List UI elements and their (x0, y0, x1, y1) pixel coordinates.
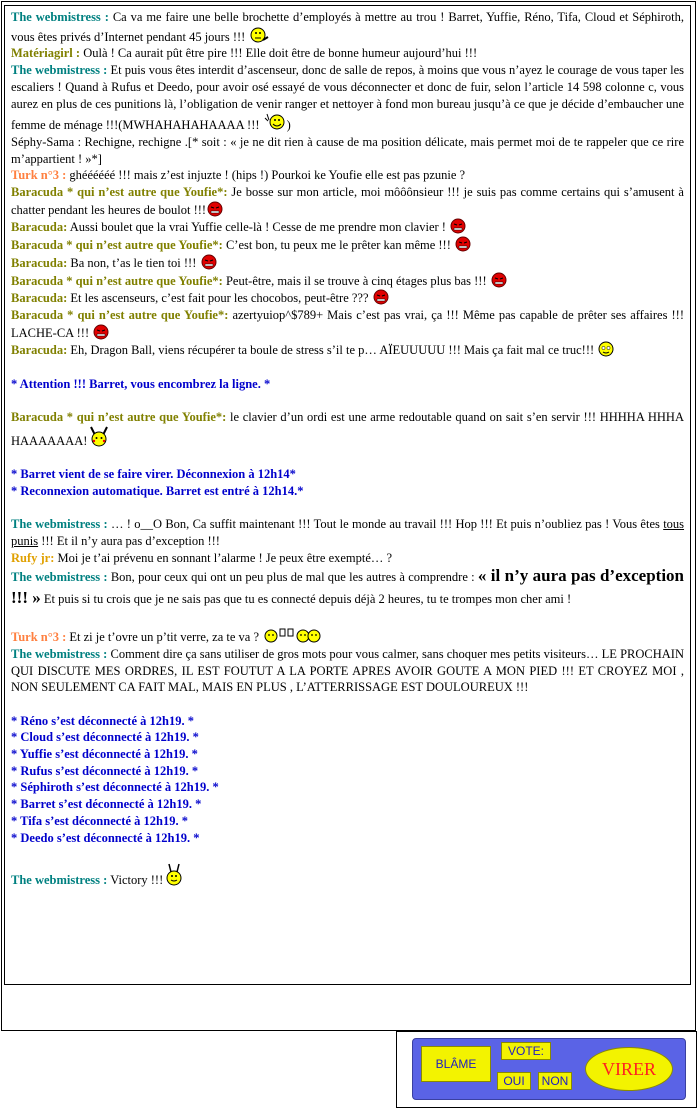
chat-message (11, 566, 684, 609)
blame-button[interactable]: BLÂME (421, 1046, 491, 1082)
speaker-name: The webmistress : (11, 63, 108, 78)
speaker-name: Baracuda: (11, 291, 68, 306)
angry-devil-icon (491, 272, 507, 288)
angry-devil-icon (373, 289, 389, 305)
message-text: Ca va me faire une belle brochette d’employés à mettre au trou ! Barret, Yuffie, Réno, Tifa, Cloud et Séphiroth, vous êtes privés d’Internet pendant 45 jours !!! (11, 10, 685, 44)
angry-devil-icon (207, 201, 223, 217)
speaker-name: The webmistress : (11, 646, 108, 661)
vote-yes-button[interactable]: OUI (497, 1072, 531, 1090)
system-message: * Séphiroth s’est déconnecté à 12h19. * (11, 780, 219, 795)
message-text: Séphy-Sama : Rechigne, rechigne .[* soit : « je ne dit rien à cause de ma position délicate, mais permet moi de te rappeler que ce rire m’appartient ! »*] (11, 134, 684, 166)
system-message: * Barret vient de se faire virer. Déconnexion à 12h14* (11, 467, 296, 482)
message-text: C’est bon, tu peux me le prêter kan même !!! (225, 238, 451, 253)
chat-message (11, 626, 684, 646)
speaker-name: Baracuda * qui n’est autre que Youfie*: (11, 273, 223, 288)
message-text: Comment dire ça sans utiliser de gros mots pour vous calmer, sans choquer mes petits visiteurs… LE PROCHAIN QUI DISCUTE MES ORDRES, IL EST FOUTUT A LA PORTE APRES AVOIR GOUTE A MON PIED !!! ET CROYEZ MOI , NON SEULEMENT CA FAIT MAL, MAIS EN PLUS , L’ATTERRISSAGE EST DOULOUREUX !!! (11, 646, 684, 695)
message-text: Victory !!! (110, 872, 164, 887)
angry-devil-icon (450, 218, 466, 234)
message-text: Aussi boulet que la vrai Yuffie celle-là ! Cesse de me prendre mon clavier ! (69, 220, 446, 235)
message-text: le clavier d’un ordi est une arme redoutable quand on sait s’en servir !!! HHHHA HHHA HAAAAAAA! (11, 410, 684, 448)
underlined-text: tous punis (11, 517, 685, 549)
spacer (11, 500, 684, 517)
angry-devil-icon (201, 254, 217, 270)
chat-message (11, 307, 684, 341)
spacer (11, 846, 684, 863)
chat-message (11, 289, 684, 307)
laughing-smiley-icon (264, 112, 286, 132)
angry-devil-icon (455, 236, 471, 252)
chat-message (11, 341, 684, 359)
system-message: * Reconnexion automatique. Barret est entré à 12h14.* (11, 483, 304, 498)
vote-label: VOTE: (501, 1042, 551, 1060)
system-message: * Barret s’est déconnecté à 12h19. * (11, 797, 202, 812)
message-text: Moi je t’ai prévenu en sonnant l’alarme ! Je peux être exempté… ? (57, 550, 393, 565)
system-message: * Rufus s’est déconnecté à 12h19. * (11, 763, 199, 778)
speaker-name: Baracuda: (11, 220, 68, 235)
speaker-name: The webmistress : (11, 10, 109, 24)
chat-message (11, 167, 684, 184)
speaker-name: Baracuda * qui n’est autre que Youfie*: (11, 307, 229, 322)
chat-message (11, 646, 684, 696)
chat-message (11, 272, 684, 290)
angry-devil-icon (93, 324, 109, 340)
system-message: * Deedo s’est déconnecté à 12h19. * (11, 830, 200, 845)
victory-smiley-icon (164, 863, 184, 887)
speaker-name: The webmistress : (11, 872, 108, 887)
spacer (11, 696, 684, 713)
thinking-smiley-icon (249, 26, 271, 44)
message-text: Ba non, t’as le tien toi !!! (70, 255, 197, 270)
fire-button[interactable]: VIRER (585, 1047, 673, 1091)
chat-message (11, 550, 684, 567)
message-text: Je bosse sur mon article, moi môôônsieur !!! je suis pas comme certains qui s’amusent à chatter pendant les heures de boulot !!! (11, 185, 684, 217)
chat-message (11, 184, 684, 218)
emphasized-text: « il n’y aura pas d’exception !!! » (11, 566, 685, 607)
message-text: Peut-être, mais il se trouve à cinq étages plus bas !!! (225, 273, 487, 288)
message-text: azertyuiop^$789+ Mais c’est pas vrai, ça !!! Même pas capable de prêter ses affaires !!! LACHE-CA !!! (11, 307, 684, 340)
cheers-smileys-icon (263, 626, 321, 644)
speaker-name: Baracuda * qui n’est autre que Youfie*: (11, 410, 227, 425)
moderation-panel (412, 1038, 686, 1100)
chat-message (11, 134, 684, 167)
speaker-name: The webmistress : (11, 570, 108, 585)
spacer (11, 609, 684, 626)
spacer (11, 450, 684, 467)
chat-message (11, 218, 684, 236)
speaker-name: Baracuda * qui n’est autre que Youfie*: (11, 185, 228, 200)
speaker-name: The webmistress : (11, 517, 108, 532)
speaker-name: Matériagirl : (11, 46, 81, 61)
dizzy-smiley-icon (598, 341, 614, 357)
system-message: * Tifa s’est déconnecté à 12h19. * (11, 813, 188, 828)
system-message: * Attention !!! Barret, vous encombrez la ligne. * (11, 376, 271, 391)
speaker-name: Turk n°3 : (11, 168, 67, 183)
pikachu-icon (88, 426, 110, 448)
chat-message: The webmistress : Et puis vous êtes interdit d’ascenseur, donc de salle de repos, à moins que vous n’ayez le courage de vous taper les escaliers ! Quand à Rufus et Deedo, pour avoir osé essayé de vous déconnecter et donc de fuir, selon l’article 14 598 colonne c, vous aurez en plus de ces punitions là, l’obligation de venir ranger et nettoyer à fond mon bureau jusqu’à ce que je décide d’embaucher une femme de ménage !!!(MWHAHAHAHAAAA !!! ) (11, 63, 685, 133)
chat-log (4, 5, 691, 985)
system-message: * Réno s’est déconnecté à 12h19. * (11, 713, 194, 728)
speaker-name: Baracuda: (11, 343, 68, 358)
message-text: Bon, pour ceux qui ont un peu plus de mal que les autres à comprendre : (110, 570, 475, 585)
chat-message (11, 516, 684, 549)
message-text: Et puis vous êtes interdit d’ascenseur, donc de salle de repos, à moins que vous n’ayez le courage de vous taper les escaliers ! Quand à Rufus et Deedo, pour avoir osé essayé de vous déconnecter et donc de fuir, selon l’article 14 598 colonne c, vous aurez en plus de ces punitions là, l’obligation de venir ranger et nettoyer à fond mon bureau jusqu’à ce que je décide d’embaucher une femme de ménage !!!(MWHAHAHAHAAAA !!! (11, 63, 685, 133)
message-text: Eh, Dragon Ball, viens récupérer ta boule de stress s’il te p… AÏEUUUUU !!! Mais ça fait mal ce truc!!! (70, 343, 595, 358)
message-text: … ! o__O Bon, Ca suffit maintenant !!! Tout le monde au travail !!! Hop !!! Et puis n’oubliez pas ! Vous êtes (110, 517, 660, 532)
chat-message (11, 863, 684, 889)
message-text: Et les ascenseurs, c’est fait pour les chocobos, peut-être ??? (70, 291, 369, 306)
chat-message (11, 9, 684, 45)
message-text: Et zi je t’ovre un p’tit verre, za te va ? (69, 630, 260, 645)
speaker-name: Baracuda: (11, 255, 68, 270)
message-text: Oulà ! Ca aurait pût être pire !!! Elle doit être de bonne humeur aujourd’hui !!! (83, 46, 478, 61)
message-text: !!! Et il n’y aura pas d’exception !!! (41, 534, 220, 549)
message-text: Et puis si tu crois que je ne sais pas que tu es connecté depuis déjà 2 heures, tu te trompes mon cher ami ! (43, 591, 572, 606)
spacer (11, 392, 684, 409)
system-message: * Cloud s’est déconnecté à 12h19. * (11, 730, 199, 745)
system-message: * Yuffie s’est déconnecté à 12h19. * (11, 747, 198, 762)
chat-message (11, 409, 684, 449)
speaker-name: Turk n°3 : (11, 630, 67, 645)
message-text: ghéééééé !!! mais z’est injuzte ! (hips !) Pourkoi ke Youfie elle est pas pzunie ? (69, 168, 466, 183)
chat-message (11, 45, 684, 62)
speaker-name: Rufy jr: (11, 550, 55, 565)
speaker-name: Baracuda * qui n’est autre que Youfie*: (11, 238, 223, 253)
spacer (11, 359, 684, 376)
vote-no-button[interactable]: NON (538, 1072, 572, 1090)
chat-message (11, 236, 684, 254)
chat-message (11, 254, 684, 272)
